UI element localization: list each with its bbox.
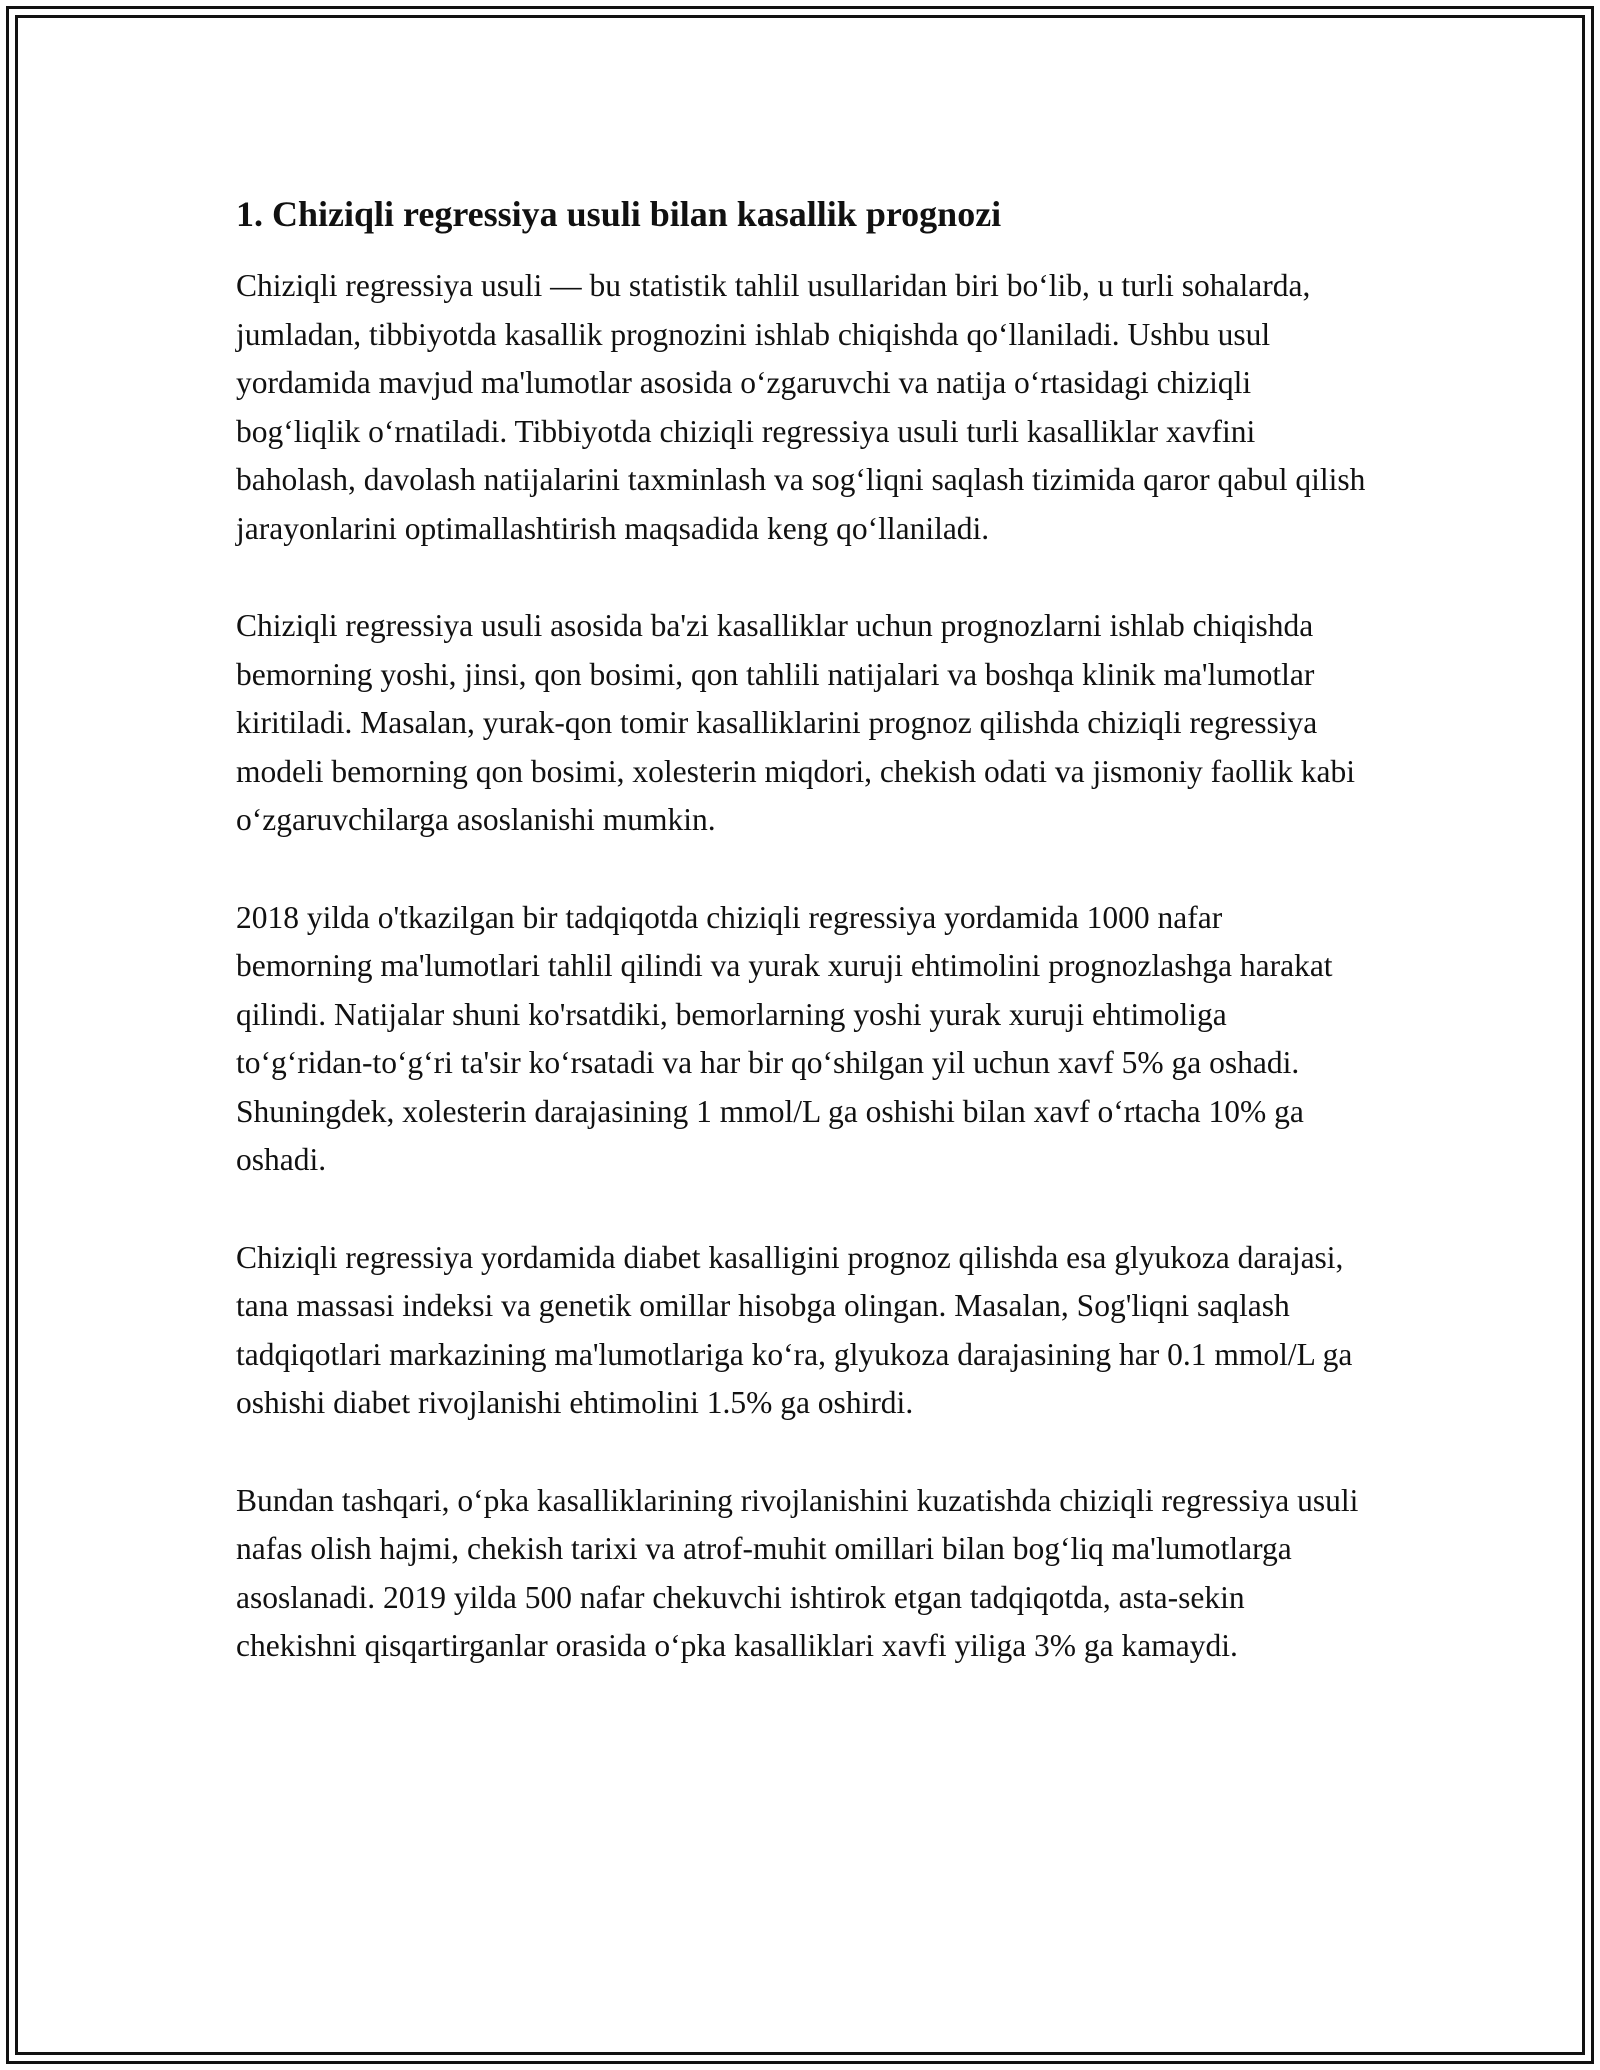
paragraph-lung-disease: Bundan tashqari, o‘pka kasalliklarining rivojlanishini kuzatishda chiziqli regressiya usuli nafas olish hajmi, chekish tarixi va atrof-muhit omillari bilan bog‘liq ma'lumotlarga asoslanadi. 2019 yilda 500 nafar chekuvchi ishtirok etgan tadqiqotda, asta-sekin chekishni qisqartirganlar orasida o‘pka kasalliklari xavfi yiliga 3% ga kamaydi. xyxy=(236,1482,1359,1663)
paragraph-cardiovascular-inputs: Chiziqli regressiya usuli asosida ba'zi kasalliklar uchun prognozlarni ishlab chiqishda bemorning yoshi, jinsi, qon bosimi, qon tahlili natijalari va boshqa klinik ma'lumotlar kiritiladi. Masalan, yurak-qon tomir kasalliklarini prognoz qilishda chiziqli regressiya modeli bemorning qon bosimi, xolesterin miqdori, chekish odati va jismoniy faollik kabi o‘zgaruvchilarga asoslanishi mumkin. xyxy=(236,608,1355,837)
paragraph-intro: Chiziqli regressiya usuli — bu statistik tahlil usullaridan biri bo‘lib, u turli sohalarda, jumladan, tibbiyotda kasallik prognozini ishlab chiqishda qo‘llaniladi. Ushbu usul yordamida mavjud ma'lumotlar asosida o‘zgaruvchi va natija o‘rtasidagi chiziqli bog‘liqlik o‘rnatiladi. Tibbiyotda chiziqli regressiya usuli turli kasalliklar xavfini baholash, davolash natijalarini taxminlash va sog‘liqni saqlash tizimida qaror qabul qilish jarayonlarini optimallashtirish maqsadida keng qo‘llaniladi. xyxy=(236,268,1366,546)
document-body xyxy=(236,186,1366,1720)
paragraph-diabetes: Chiziqli regressiya yordamida diabet kasalligini prognoz qilishda esa glyukoza darajasi, tana massasi indeksi va genetik omillar hisobga olingan. Masalan, Sog'liqni saqlash tadqiqotlari markazining ma'lumotlariga ko‘ra, glyukoza darajasining har 0.1 mmol/L ga oshishi diabet rivojlanishi ehtimolini 1.5% ga oshirdi. xyxy=(236,1239,1353,1420)
section-heading: 1. Chiziqli regressiya usuli bilan kasallik prognozi xyxy=(236,194,1002,234)
paragraph-2018-study: 2018 yilda o'tkazilgan bir tadqiqotda chiziqli regressiya yordamida 1000 nafar bemorning ma'lumotlari tahlil qilindi va yurak xuruji ehtimolini prognozlashga harakat qilindi. Natijalar shuni ko'rsatdiki, bemorlarning yoshi yurak xuruji ehtimoliga to‘g‘ridan-to‘g‘ri ta'sir ko‘rsatadi va har bir qo‘shilgan yil uchun xavf 5% ga oshadi. Shuningdek, xolesterin darajasining 1 mmol/L ga oshishi bilan xavf o‘rtacha 10% ga oshadi. xyxy=(236,899,1333,1177)
